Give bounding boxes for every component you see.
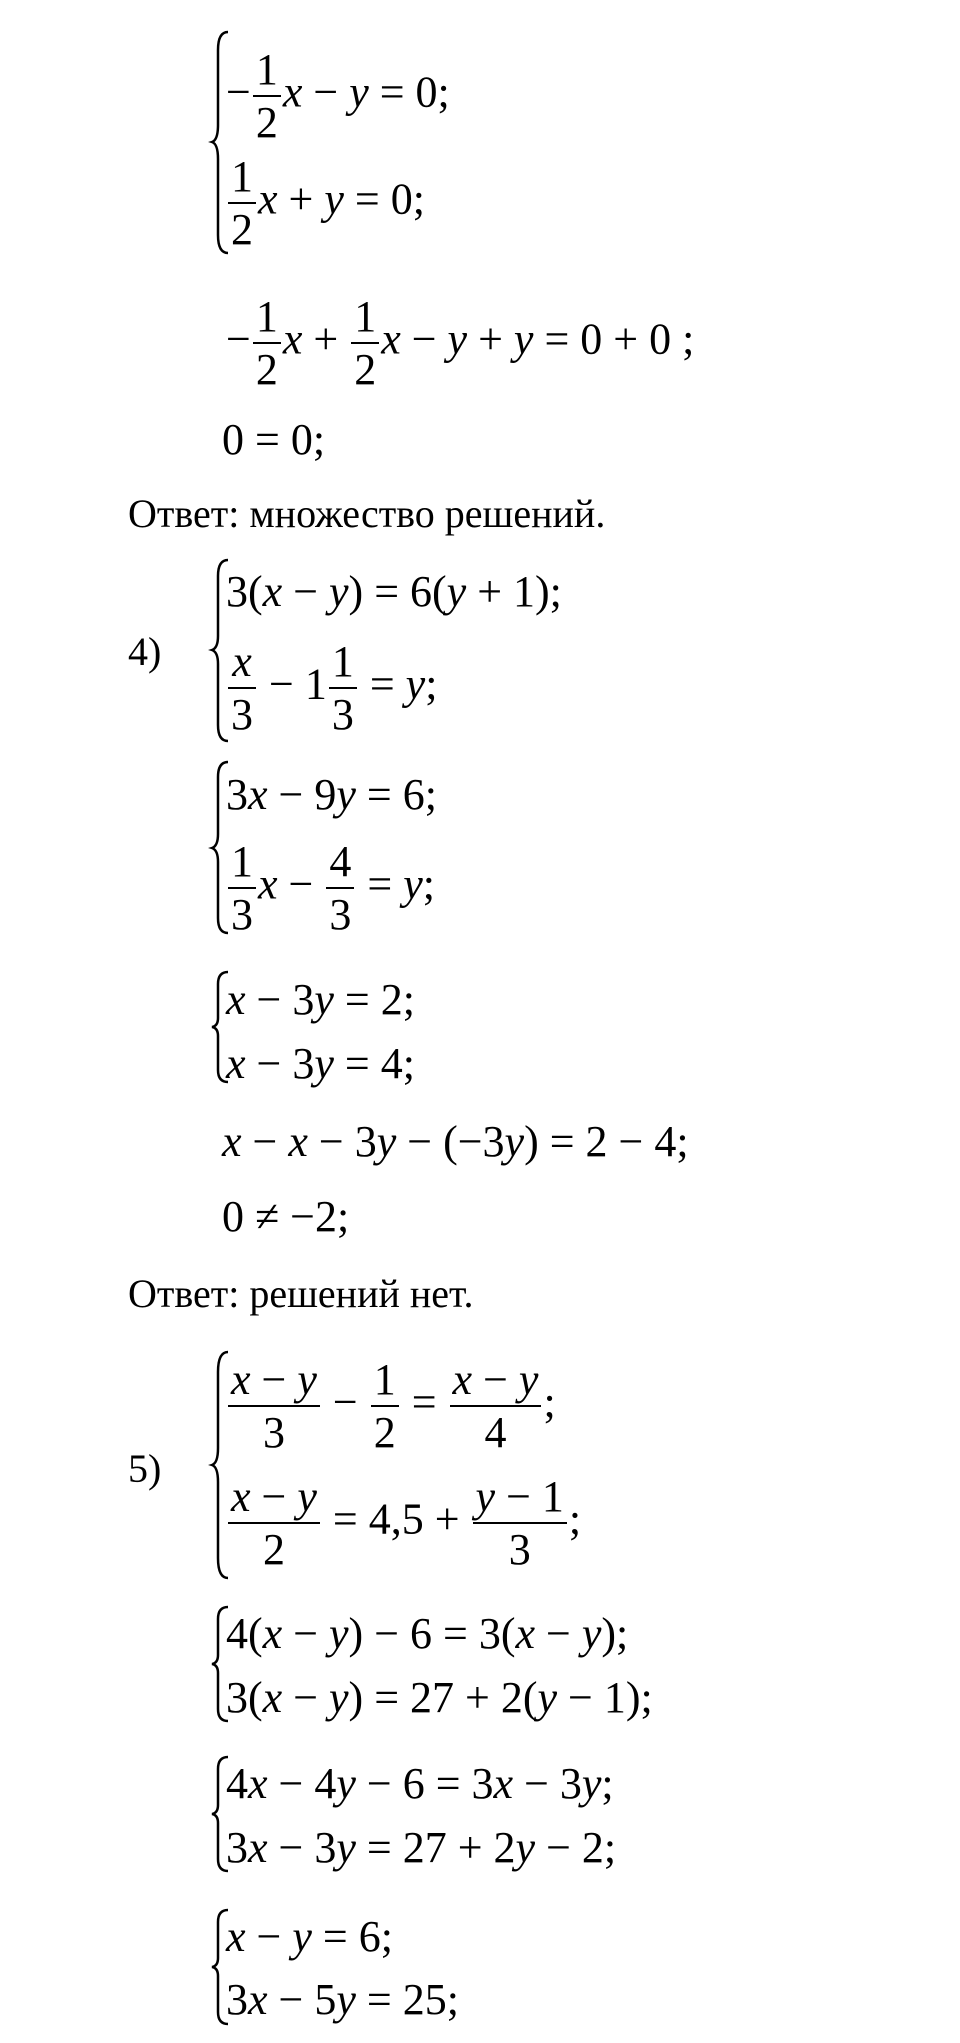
equation-line: 4(x − y) − 6 = 3(x − y);: [226, 1609, 629, 1658]
equation-line: 3x − 5y = 25;: [226, 1975, 459, 2024]
equation-line: 3(x − y) = 27 + 2(y − 1);: [226, 1673, 653, 1722]
equation-line: 0 ≠ −2;: [222, 1192, 350, 1241]
equation-line: x − 3y = 2;: [226, 975, 415, 1024]
equation-line: $\frac{x}{3}$ − 1 $\frac{1}{3}$ = y;: [226, 640, 437, 737]
answer-text: Ответ: множество решений.: [128, 491, 606, 536]
equation-line: − $\frac{1}{2}$ x − y = 0;: [226, 45, 450, 147]
equation-line: − $\frac{1}{2}$ x + $\frac{1}{2}$ x − y + y = 0 + 0 ;: [226, 292, 695, 394]
equation-line: x − y = 6;: [226, 1912, 393, 1961]
equation-line: $\frac{1}{3}$ x − $\frac{4}{3}$ = y;: [226, 840, 435, 937]
equation-line: $\frac{1}{2}$ x + y = 0;: [226, 155, 425, 252]
equation-line: 4x − 4y − 6 = 3x − 3y;: [226, 1759, 614, 1808]
equation-line: $\frac{x - y}{2}$ = 4,5 + $\frac{y - 1}{3}$ ;: [226, 1475, 581, 1572]
problem-number: 5): [128, 1446, 162, 1491]
equation-line: x − 3y = 4;: [226, 1039, 415, 1088]
equation-line: 3x − 9y = 6;: [226, 770, 437, 819]
equation-line: 3(x − y) = 6(y + 1);: [226, 567, 562, 616]
equation-line: 3x − 3y = 27 + 2y − 2;: [226, 1823, 617, 1872]
equation-line: x − x − 3y − (−3y) = 2 − 4;: [222, 1117, 689, 1166]
problem-number: 4): [128, 629, 162, 674]
equation-line: 0 = 0;: [222, 415, 326, 464]
equation-line: $\frac{x - y}{3}$ − $\frac{1}{2}$ = $\frac{x - y}{4}$ ;: [226, 1358, 556, 1455]
answer-text: Ответ: решений нет.: [128, 1271, 474, 1316]
